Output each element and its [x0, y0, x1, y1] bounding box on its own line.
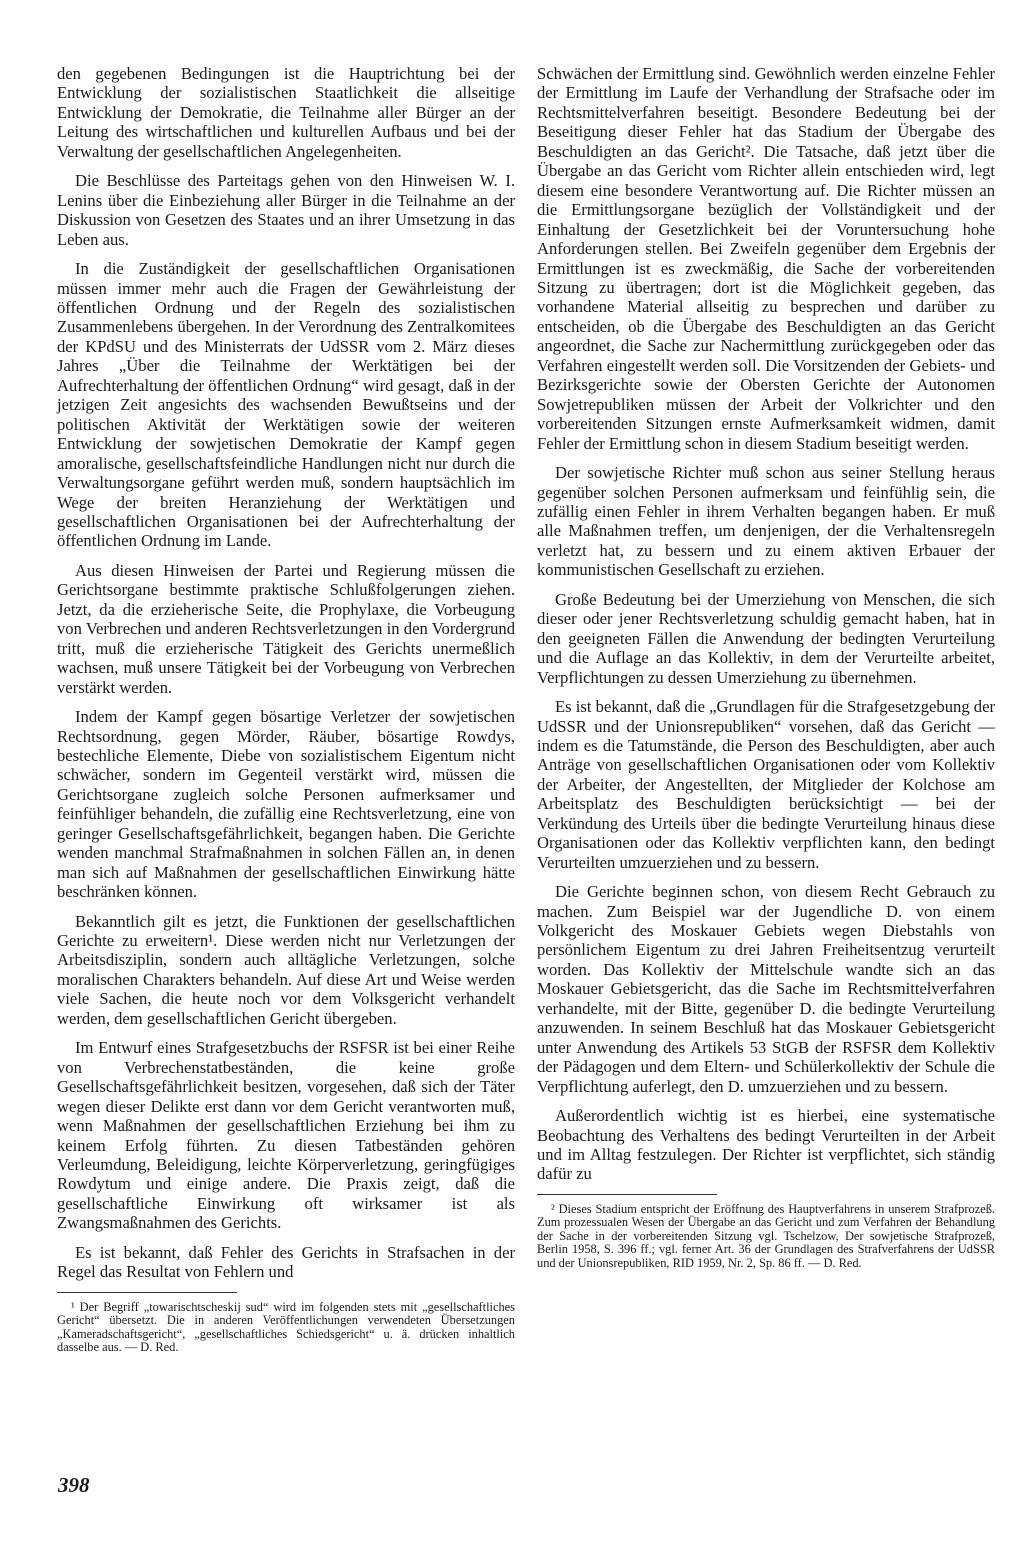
paragraph: Schwächen der Ermittlung sind. Gewöhnlich werden einzelne Fehler der Ermittlung im Laufe der Verhandlung der Strafsache oder im Rechtsmittelverfahren beseitigt. Besondere Bedeutung bei der Beseitigung dieser Fehler hat das Stadium der Übergabe des Beschuldigten an das Gericht². Die Tatsache, daß jetzt über die Übergabe an das Gericht vom Richter allein entschieden wird, legt diesem eine besondere Verantwortung auf. Die Richter müssen an die Ermittlungsorgane bezüglich der Vollständigkeit und der Einhaltung der Gesetzlichkeit bei der Voruntersuchung hohe Anforderungen stellen. Bei Zweifeln gegenüber dem Ergebnis der Ermittlungen ist es zweckmäßig, die Sache der vorbereitenden Sitzung zu übertragen; dort ist die Möglichkeit gegeben, das vorhandene Material allseitig zu besprechen und darüber zu entscheiden, ob die Übergabe des Beschuldigten an das Gericht angeordnet, die Sache zur Nachermittlung zurückgegeben oder das Verfahren eingestellt werden soll. Die Vorsitzenden der Gebiets- und Bezirksgerichte sowie der Obersten Gerichte der Autonomen Sowjetrepubliken müssen der Arbeit der Volkrichter und den vorbereitenden Sitzungen ernste Aufmerksamkeit widmen, damit Fehler der Ermittlung schon in diesem Stadium beseitigt werden. — [537, 64, 995, 453]
paragraph: Indem der Kampf gegen bösartige Verletzer der sowjetischen Rechtsordnung, gegen Mörder, Räuber, bösartige Rowdys, bestechliche Elemente, Diebe von sozialistischem Eigentum nicht schwächer, sondern im Gegenteil verstärkt wird, müssen die Gerichtsorgane zugleich solche Personen aufmerksamer und feinfühliger behandeln, die zufällig eine Rechtsverletzung, eine von geringer Gesellschaftsgefährlichkeit, begangen haben. Die Gerichte wenden manchmal Strafmaßnahmen in solchen Fällen an, in denen man sich auf Maßnahmen der gesellschaftlichen Einwirkung hätte beschränken können. — [57, 707, 515, 902]
footnote-1: ¹ Der Begriff „towarischtscheskij sud“ wird im folgenden stets mit „gesellschaftliches Gericht“ übersetzt. Die in anderen Veröffentlichungen verwendeten Übersetzungen „Kameradschaftsgericht“, „gesellschaftliches Schiedsgericht“ u. ä. drücken inhaltlich dasselbe aus. — D. Red. — [57, 1299, 515, 1355]
footnote-2: ² Dieses Stadium entspricht der Eröffnung des Hauptverfahrens in unserem Strafprozeß. Zum prozessualen Wesen der Übergabe an das Gericht und zum Verfahren der Behandlung der Sache in der vorbereitenden Sitzung vgl. Tschelzow, Der sowjetische Strafprozeß, Berlin 1958, S. 396 ff.; vgl. ferner Art. 36 der Grundlagen des Strafverfahrens der UdSSR und der Unionsrepubliken, RID 1959, Nr. 2, Sp. 86 ff. — D. Red. — [537, 1201, 995, 1270]
page-number: 398 — [58, 1473, 90, 1497]
right-column — [537, 64, 995, 1270]
paragraph: Der sowjetische Richter muß schon aus seiner Stellung heraus gegenüber solchen Personen aufmerksam und feinfühlig sein, die zufällig einen Fehler in ihrem Verhalten begangen haben. Er muß alle Maßnahmen treffen, um denjenigen, der die Verhaltensregeln verletzt hat, zu bessern und zu einem aktiven Erbauer der kommunistischen Gesellschaft zu erziehen. — [537, 463, 995, 580]
footnote-divider — [57, 1292, 237, 1293]
paragraph: Außerordentlich wichtig ist es hierbei, eine systematische Beobachtung des Verhaltens des bedingt Verurteilten in der Arbeit und im Alltag festzulegen. Der Richter ist verpflichtet, sich ständig dafür zu — [537, 1106, 995, 1184]
paragraph: In die Zuständigkeit der gesellschaftlichen Organisationen müssen immer mehr auch die Fragen der Gewährleistung der öffentlichen Ordnung und der Regeln des sozialistischen Zusammenlebens übergehen. In der Verordnung des Zentralkomitees der KPdSU und des Ministerrats der UdSSR vom 2. März dieses Jahres „Über die Teilnahme der Werktätigen bei der Aufrechterhaltung der öffentlichen Ordnung“ wird gesagt, daß in der jetzigen Zeit angesichts des wachsenden Bewußtseins und der politischen Aktivität der Werktätigen sowie der weiteren Entwicklung der sowjetischen Demokratie der Kampf gegen amoralische, gesellschaftsfeindliche Handlungen nicht nur durch die Verwaltungsorgane geführt werden muß, sondern hauptsächlich im Wege der breiten Heranziehung der Werktätigen und gesellschaftlichen Organisationen bei der Aufrechterhaltung der öffentlichen Ordnung im Lande. — [57, 259, 515, 551]
left-column — [57, 64, 515, 1355]
paragraph: Aus diesen Hinweisen der Partei und Regierung müssen die Gerichtsorgane bestimmte praktische Schlußfolgerungen ziehen. Jetzt, da die erzieherische Seite, die Prophylaxe, die Vorbeugung von Verbrechen und anderen Rechtsverletzungen in den Vordergrund tritt, muß die erzieherische Tätigkeit des Gerichts unermeßlich wachsen, muß unsere Tätigkeit bei der Vorbeugung von Verbrechen verstärkt werden. — [57, 560, 515, 697]
paragraph: Es ist bekannt, daß die „Grundlagen für die Strafgesetzgebung der UdSSR und der Unionsrepubliken“ vorsehen, daß das Gericht — indem es die Tatumstände, die Person des Beschuldigten, aber auch Anträge von gesellschaftlichen Organisationen oder vom Kollektiv der Arbeiter, der Angestellten, der Mitglieder der Kolchose am Arbeitsplatz des Beschuldigten berücksichtigt — bei der Verkündung des Urteils über die bedingte Verurteilung hinaus diese Organisationen oder das Kollektiv verpflichten kann, den bedingt Verurteilten umzuerziehen und zu bessern. — [537, 697, 995, 872]
paragraph: Im Entwurf eines Strafgesetzbuchs der RSFSR ist bei einer Reihe von Verbrechenstatbeständen, die keine große Gesellschaftsgefährlichkeit besitzen, vorgesehen, daß sich der Täter wegen dieser Delikte erst dann vor dem Gericht verantworten muß, wenn Maßnahmen der gesellschaftlichen Erziehung bei ihm zu keinem Erfolg führten. Zu diesen Tatbeständen gehören Verleumdung, Beleidigung, leichte Körperverletzung, geringfügiges Rowdytum und einige andere. Die Praxis zeigt, daß die gesellschaftliche Einwirkung oft wirksamer ist als Zwangsmaßnahmen des Gerichts. — [57, 1038, 515, 1233]
paragraph: den gegebenen Bedingungen ist die Hauptrichtung bei der Entwicklung der sozialistischen Staatlichkeit die allseitige Entwicklung der Demokratie, die Teilnahme aller Bürger an der Leitung des wirtschaftlichen und kulturellen Aufbaus und bei der Verwaltung der gesellschaftlichen Angelegenheiten. — [57, 64, 515, 161]
paragraph: Große Bedeutung bei der Umerziehung von Menschen, die sich dieser oder jener Rechtsverletzung schuldig gemacht haben, hat in den geeigneten Fällen die Anwendung der bedingten Verurteilung und die Auflage an das Kollektiv, in dem der Verurteilte arbeitet, Verpflichtungen zu dessen Umerziehung zu übernehmen. — [537, 589, 995, 687]
footnote-divider — [537, 1194, 717, 1195]
paragraph: Bekanntlich gilt es jetzt, die Funktionen der gesellschaftlichen Gerichte zu erweitern¹. Diese werden nicht nur Verletzungen der Arbeitsdisziplin, sondern auch alltägliche Verletzungen, solche moralischen Charakters behandeln. Auf diese Art und Weise werden viele Sachen, die heute noch vor dem Volksgericht verhandelt werden, dem gesellschaftlichen Gericht übergeben. — [57, 911, 515, 1028]
paragraph: Es ist bekannt, daß Fehler des Gerichts in Strafsachen in der Regel das Resultat von Fehlern und — [57, 1242, 515, 1282]
paragraph: Die Beschlüsse des Parteitags gehen von den Hinweisen W. I. Lenins über die Einbeziehung aller Bürger in die Teilnahme an der Diskussion von Gesetzen des Staates und an ihrer Umsetzung in das Leben aus. — [57, 171, 515, 249]
paragraph: Die Gerichte beginnen schon, von diesem Recht Gebrauch zu machen. Zum Beispiel war der Jugendliche D. von einem Volkgericht des Moskauer Gebiets wegen Diebstahls von persönlichem Eigentum zu drei Jahren Freiheitsentzug verurteilt worden. Das Kollektiv der Mittelschule wandte sich an das Moskauer Gebietsgericht, das die Sache im Rechtsmittelverfahren verhandelte, mit der Bitte, gegenüber D. die bedingte Verurteilung anzuwenden. In seinem Beschluß hat das Moskauer Gebietsgericht unter Anwendung des Artikels 53 StGB der RSFSR dem Kollektiv der Pädagogen und dem Eltern- und Schülerkollektiv der Schule die Verpflichtung auferlegt, den D. umzuerziehen und zu bessern. — [537, 882, 995, 1096]
